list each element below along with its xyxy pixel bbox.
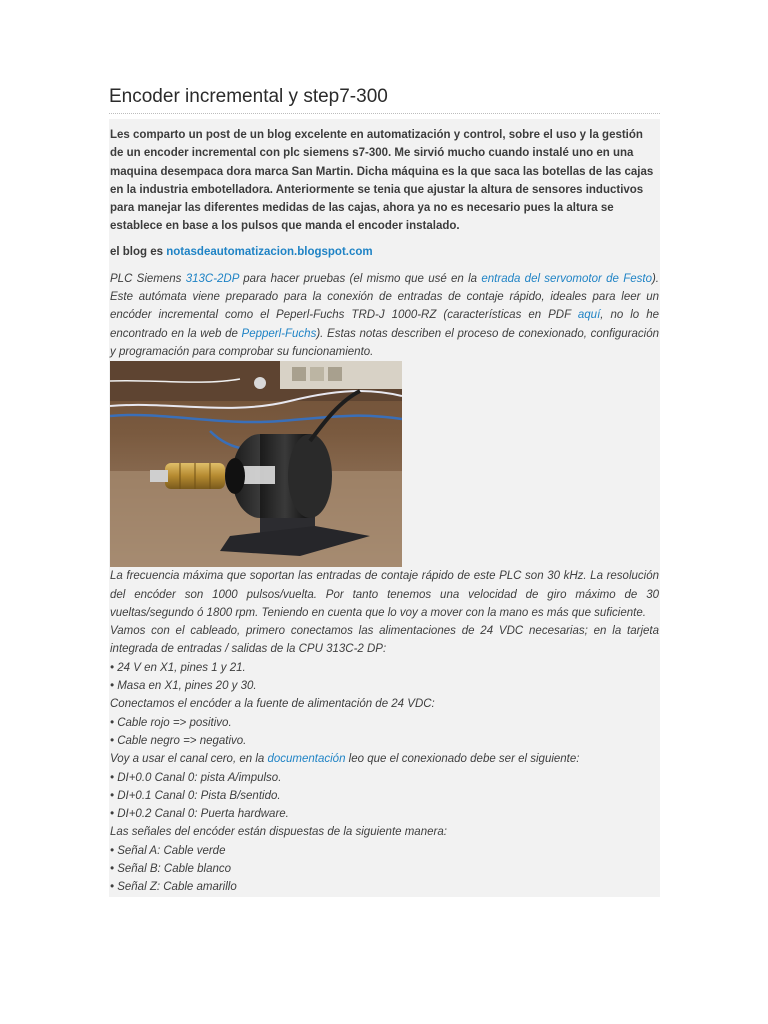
plc-text-2: para hacer pruebas (el mismo que usé en la	[238, 272, 482, 285]
plc-paragraph	[110, 270, 659, 361]
blog-prefix: el blog es	[110, 245, 167, 258]
article-content	[109, 119, 660, 897]
list-item: • Cable rojo => positivo.	[110, 716, 232, 729]
pepperl-fuchs-link[interactable]: Pepperl-Fuchs	[241, 327, 317, 340]
list-item: • Masa en X1, pines 20 y 30.	[110, 680, 257, 693]
article	[109, 84, 660, 897]
intro-paragraph: Les comparto un post de un blog excelente en automatización y control, sobre el uso y la gestión de un encoder incremental con plc siemens s7-300. Me sirvió mucho cuando instalé uno en una maquina desempaca dora marca San Martin. Dicha máquina es la que saca las botellas de las cajas en la industria embotelladora. Anteriormente se tenia que ajustar la altura de sensores inductivos para manejar las diferentes medidas de las cajas, ahora ya no es necesario pues la altura se establece en base a los pulsos que manda el encoder instalado.	[110, 129, 654, 233]
encoder-image	[110, 361, 402, 567]
page-title: Encoder incremental y step7-300	[109, 84, 660, 114]
signals-paragraph: Las señales del encóder están dispuestas de la siguiente manera:	[110, 826, 447, 839]
list-item: • 24 V en X1, pines 1 y 21.	[110, 661, 246, 674]
power-paragraph: Conectamos el encóder a la fuente de alimentación de 24 VDC:	[110, 698, 435, 711]
channel-text-1: Voy a usar el canal cero, en la	[110, 753, 268, 766]
plc-text-4: , no lo he encontrado en la web de	[110, 309, 659, 340]
blog-link[interactable]: notasdeautomatizacion.blogspot.com	[166, 245, 373, 258]
plc-model-link[interactable]: 313C-2DP	[185, 272, 239, 285]
list-item: • DI+0.0 Canal 0: pista A/impulso.	[110, 771, 282, 784]
list-item: • DI+0.2 Canal 0: Puerta hardware.	[110, 808, 289, 821]
blog-line	[110, 243, 659, 261]
plc-text-3: ). Este autómata viene preparado para la conexión de entradas de contaje rápido, ideales para leer un encóder incremental como el Peperl-Fuchs TRD-J 1000-RZ (características en PDF	[110, 272, 659, 322]
plc-text-5: ). Estas notas describen el proceso de conexionado, configuración y programación para comprobar su funcionamiento.	[110, 327, 659, 358]
plc-text-1: PLC Siemens	[110, 272, 186, 285]
list-item: • Señal Z: Cable amarillo	[110, 881, 237, 894]
channel-paragraph	[110, 750, 659, 768]
list-item: • Señal A: Cable verde	[110, 844, 226, 857]
frequency-paragraph: La frecuencia máxima que soportan las entradas de contaje rápido de este PLC son 30 kHz. La resolución del encóder son 1000 pulsos/vuelta. Por tanto tenemos una velocidad de giro máximo de 30 vueltas/segundo ó 1800 rpm. Teniendo en cuenta que lo voy a mover con la mano es más que suficiente.	[110, 570, 659, 619]
wiring-paragraph: Vamos con el cableado, primero conectamos las alimentaciones de 24 VDC necesarias; en la tarjeta integrada de entradas / salidas de la CPU 313C-2 DP:	[110, 625, 659, 656]
encoder-photo	[110, 361, 402, 567]
list-item: • Señal B: Cable blanco	[110, 863, 232, 876]
documentation-link[interactable]: documentación	[267, 753, 346, 766]
channel-text-2: leo que el conexionado debe ser el siguiente:	[345, 753, 580, 766]
pdf-link[interactable]: aquí	[577, 309, 601, 322]
servomotor-link[interactable]: entrada del servomotor de Festo	[481, 272, 652, 285]
list-item: • DI+0.1 Canal 0: Pista B/sentido.	[110, 789, 281, 802]
list-item: • Cable negro => negativo.	[110, 734, 247, 747]
